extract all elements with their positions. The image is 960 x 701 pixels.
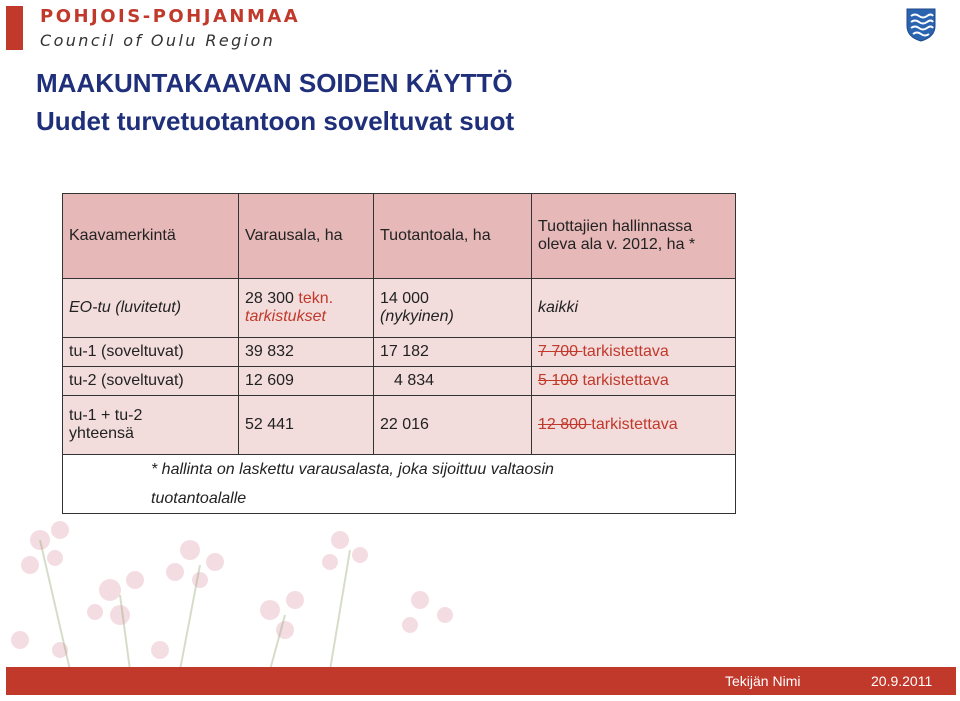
header-kaavamerkinta: Kaavamerkintä	[63, 194, 239, 279]
row-label: tu-1 (soveltuvat)	[63, 338, 239, 367]
row-tuottajien-ala	[532, 396, 736, 455]
row-tuottajien-ala	[532, 367, 736, 396]
footer-bar	[6, 667, 956, 695]
org-name: POHJOIS-POHJANMAA	[40, 6, 301, 27]
row-tuotantoala	[374, 279, 532, 338]
row-label: EO-tu (luvitetut)	[63, 279, 239, 338]
footnote-line: tuotantoalalle	[151, 490, 247, 507]
note-red: tarkistukset	[245, 308, 326, 325]
table-row	[63, 367, 736, 396]
coat-of-arms-icon	[906, 8, 936, 42]
note-red: tarkistettava	[578, 372, 669, 389]
note-red: tarkistettava	[591, 416, 678, 433]
row-tuottajien-ala	[532, 338, 736, 367]
brand-bar	[6, 6, 23, 50]
row-label	[63, 396, 239, 455]
struck-value: 7 700	[538, 343, 583, 360]
header-tuotantoala: Tuotantoala, ha	[374, 194, 532, 279]
row-tuotantoala: 22 016	[374, 396, 532, 455]
struck-value: 12 800	[538, 416, 592, 433]
page-title: MAAKUNTAKAAVAN SOIDEN KÄYTTÖ	[36, 68, 513, 98]
row-label: tu-2 (soveltuvat)	[63, 367, 239, 396]
struck-value: 5 100	[538, 372, 579, 389]
footnote-line: * hallinta on laskettu varausalasta, joka sijoittuu valtaosin	[151, 461, 554, 478]
page-subtitle: Uudet turvetuotantoon soveltuvat suot	[36, 106, 515, 136]
table-row	[63, 396, 736, 455]
row-tuotantoala: 17 182	[374, 338, 532, 367]
table-row	[63, 338, 736, 367]
header-varausala: Varausala, ha	[239, 194, 374, 279]
value: 14 000	[380, 290, 429, 307]
pink-flowers-image	[0, 500, 520, 670]
table-row	[63, 279, 736, 338]
header-tuottajien-ala: Tuottajien hallinnassa oleva ala v. 2012, ha *	[532, 194, 736, 279]
value-note: (nykyinen)	[380, 308, 454, 325]
row-varausala: 39 832	[239, 338, 374, 367]
label-line: tu-1 + tu-2	[69, 407, 143, 424]
footer-date: 20.9.2011	[871, 673, 933, 689]
table-footnote-row	[63, 455, 736, 514]
table-header-row	[63, 194, 736, 279]
value: 28 300	[245, 290, 294, 307]
note-red: tarkistettava	[582, 343, 669, 360]
peatland-table	[62, 193, 736, 514]
label-line: yhteensä	[69, 425, 134, 442]
row-varausala	[239, 279, 374, 338]
row-varausala: 52 441	[239, 396, 374, 455]
row-tuotantoala: 4 834	[374, 367, 532, 396]
org-subtitle: Council of Oulu Region	[40, 31, 276, 50]
row-tuottajien-ala: kaikki	[532, 279, 736, 338]
footer-author: Tekijän Nimi	[725, 673, 801, 689]
row-varausala: 12 609	[239, 367, 374, 396]
note-red: tekn.	[298, 290, 334, 307]
footnote	[63, 455, 736, 514]
